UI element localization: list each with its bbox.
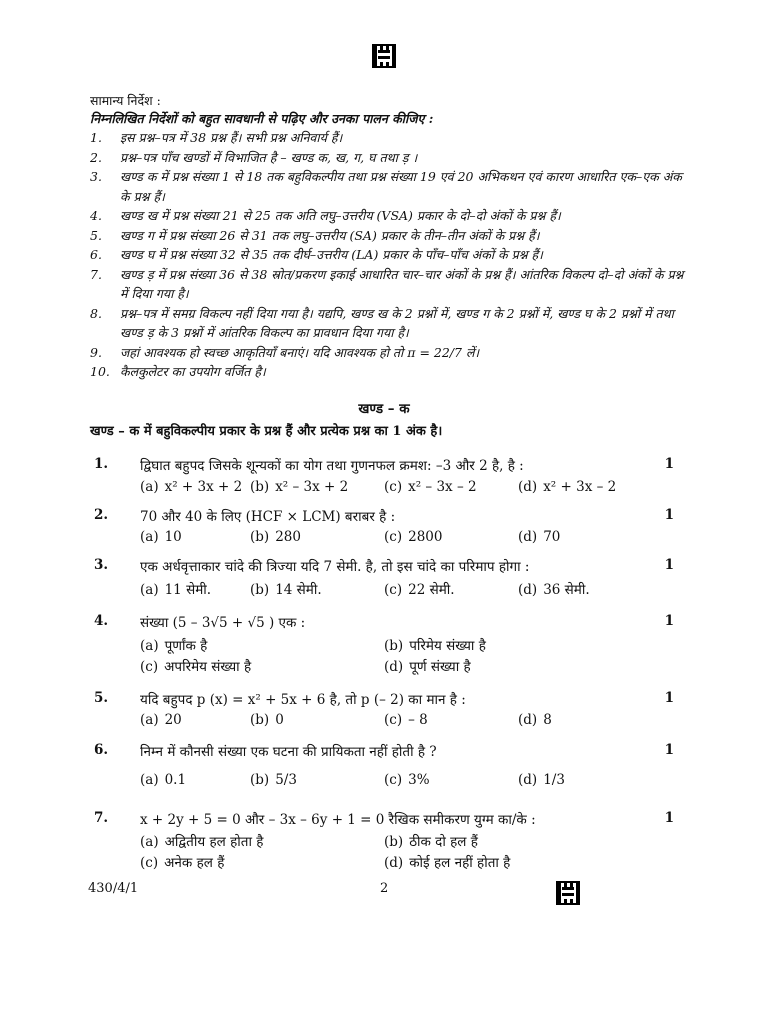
option-label: (d) bbox=[518, 582, 538, 598]
option-label: (c) bbox=[384, 712, 403, 728]
instruction-number: 7. bbox=[90, 266, 102, 282]
option-label: (c) bbox=[384, 582, 403, 598]
instruction-text: खण्ड क में प्रश्न संख्या 1 से 18 तक बहुविकल्पीय तथा प्रश्न संख्या 19 एवं 20 अभिकथन एवं कारण आधारित एक–एक अंक के प्रश्न हैं। bbox=[120, 169, 682, 204]
instruction-text: इस प्रश्न–पत्र में 38 प्रश्न हैं। सभी प्रश्न अनिवार्य हैं। bbox=[120, 130, 343, 145]
question-text: द्विघात बहुपद जिसके शून्यकों का योग तथा गुणनफल क्रमश: –3 और 2 है, है : bbox=[140, 458, 524, 474]
option-d bbox=[518, 772, 565, 788]
option-b bbox=[384, 636, 486, 654]
question-text: निम्न में कौनसी संख्या एक घटना की प्रायिकता नहीं होती है ? bbox=[140, 744, 437, 760]
option-text: पूर्ण संख्या है bbox=[409, 659, 471, 675]
option-label: (b) bbox=[250, 582, 270, 598]
question-number: 4. bbox=[94, 613, 109, 629]
question-number: 5. bbox=[94, 690, 109, 706]
question-marks: 1 bbox=[664, 557, 674, 573]
question-marks: 1 bbox=[664, 456, 674, 472]
option-b bbox=[250, 712, 284, 728]
instruction-number: 10. bbox=[90, 364, 110, 379]
option-label: (b) bbox=[384, 834, 404, 850]
option-label: (b) bbox=[250, 479, 270, 495]
instruction-number: 2. bbox=[90, 149, 102, 165]
instruction-item bbox=[90, 362, 690, 382]
question-6 bbox=[90, 742, 690, 797]
question-number: 6. bbox=[94, 742, 109, 758]
option-text: 0.1 bbox=[164, 772, 187, 788]
question-marks: 1 bbox=[664, 690, 674, 706]
option-label: (d) bbox=[518, 772, 538, 788]
instruction-number: 6. bbox=[90, 247, 102, 262]
option-text: – 8 bbox=[408, 712, 428, 728]
option-label: (d) bbox=[518, 529, 538, 545]
instruction-item bbox=[90, 128, 690, 148]
option-label: (b) bbox=[384, 638, 404, 654]
option-text: 70 bbox=[543, 529, 561, 545]
option-d bbox=[518, 529, 560, 545]
paper-code: 430/4/1 bbox=[88, 881, 139, 896]
question-text: एक अर्धवृत्ताकार चांदे की त्रिज्या यदि 7 सेमी. है, तो इस चांदे का परिमाप होगा : bbox=[140, 559, 530, 575]
instruction-item bbox=[90, 206, 690, 226]
instruction-number: 9. bbox=[90, 344, 102, 360]
question-text: यदि बहुपद p (x) = x² + 5x + 6 है, तो p (– 2) का मान है : bbox=[140, 692, 466, 708]
question-3 bbox=[90, 557, 690, 597]
option-text: 20 bbox=[164, 712, 182, 728]
option-a bbox=[140, 580, 211, 598]
section-note: खण्ड – क में बहुविकल्पीय प्रकार के प्रश्न हैं और प्रत्येक प्रश्न का 1 अंक है। bbox=[90, 424, 443, 439]
option-d bbox=[518, 479, 616, 495]
instruction-item bbox=[90, 265, 690, 304]
option-a bbox=[140, 772, 186, 788]
instruction-text: प्रश्न–पत्र पाँच खण्डों में विभाजित है – खण्ड क, ख, ग, घ तथा ड़ । bbox=[120, 149, 418, 165]
question-marks: 1 bbox=[664, 742, 674, 758]
instruction-text: प्रश्न–पत्र में समग्र विकल्प नहीं दिया गया है। यद्यपि, खण्ड ख के 2 प्रश्नों में, खण्ड ग के 2 प्रश्नों में, खण्ड घ के 2 प्रश्नों में तथा खण्ड ड़ के 3 प्रश्नों में आंतरिक विकल्प का प्रावधान दिया गया है। bbox=[120, 305, 674, 340]
option-b bbox=[250, 580, 322, 598]
option-c bbox=[384, 479, 477, 495]
instruction-item bbox=[90, 226, 690, 246]
instruction-text: खण्ड ड़ में प्रश्न संख्या 36 से 38 स्रोत/प्रकरण इकाई आधारित चार–चार अंकों के प्रश्न हैं। आंतरिक विकल्प दो–दो अंकों के प्रश्न में दिया गया है। bbox=[120, 266, 684, 301]
instruction-number: 8. bbox=[90, 305, 102, 321]
instruction-item bbox=[90, 167, 690, 206]
option-label: (c) bbox=[140, 855, 159, 871]
question-number: 2. bbox=[94, 507, 109, 523]
question-number: 7. bbox=[94, 810, 109, 826]
question-1 bbox=[90, 456, 690, 496]
instruction-text: खण्ड ग में प्रश्न संख्या 26 से 31 तक लघु–उत्तरीय (SA) प्रकार के तीन–तीन अंकों के प्रश्न हैं। bbox=[120, 227, 540, 243]
option-text: 36 सेमी. bbox=[543, 582, 590, 598]
option-text: x² + 3x – 2 bbox=[543, 479, 617, 495]
option-text: 5/3 bbox=[275, 772, 297, 788]
instruction-number: 1. bbox=[90, 130, 102, 145]
option-label: (a) bbox=[140, 638, 159, 654]
option-label: (a) bbox=[140, 582, 159, 598]
option-label: (d) bbox=[518, 712, 538, 728]
option-d bbox=[518, 712, 552, 728]
instruction-number: 3. bbox=[90, 169, 102, 184]
question-marks: 1 bbox=[664, 507, 674, 523]
question-text: संख्या (5 – 3√5 + √5 ) एक : bbox=[140, 615, 306, 631]
option-label: (b) bbox=[250, 712, 270, 728]
instruction-text: कैलकुलेटर का उपयोग वर्जित है। bbox=[120, 364, 266, 379]
option-text: कोई हल नहीं होता है bbox=[409, 855, 511, 871]
option-text: अनेक हल हैं bbox=[164, 855, 225, 871]
question-marks: 1 bbox=[664, 810, 674, 826]
option-label: (d) bbox=[518, 479, 538, 495]
option-text: 0 bbox=[275, 712, 284, 728]
option-a bbox=[140, 832, 263, 850]
question-7 bbox=[90, 810, 690, 872]
option-label: (d) bbox=[384, 855, 404, 871]
instruction-item bbox=[90, 304, 690, 343]
option-c bbox=[140, 853, 224, 871]
question-marks: 1 bbox=[664, 613, 674, 629]
question-number: 3. bbox=[94, 557, 109, 573]
qr-code-top bbox=[372, 44, 396, 68]
option-c bbox=[384, 712, 428, 728]
instruction-item bbox=[90, 148, 690, 168]
option-text: अद्वितीय हल होता है bbox=[164, 834, 264, 850]
option-label: (c) bbox=[384, 772, 403, 788]
option-label: (b) bbox=[250, 772, 270, 788]
option-label: (b) bbox=[250, 529, 270, 545]
option-text: x² – 3x + 2 bbox=[275, 479, 349, 495]
section-heading: खण्ड – क bbox=[358, 401, 410, 417]
option-label: (a) bbox=[140, 479, 159, 495]
option-text: x² + 3x + 2 bbox=[164, 479, 243, 495]
option-label: (a) bbox=[140, 712, 159, 728]
option-label: (a) bbox=[140, 834, 159, 850]
instruction-text: खण्ड घ में प्रश्न संख्या 32 से 35 तक दीर्घ–उत्तरीय (LA) प्रकार के पाँच–पाँच अंकों के प्रश्न हैं। bbox=[120, 247, 543, 262]
option-c bbox=[384, 529, 442, 545]
option-text: 2800 bbox=[408, 529, 443, 545]
option-text: 14 सेमी. bbox=[275, 582, 322, 598]
option-label: (a) bbox=[140, 529, 159, 545]
option-text: परिमेय संख्या है bbox=[409, 638, 486, 654]
option-c bbox=[140, 657, 251, 675]
option-text: 8 bbox=[543, 712, 552, 728]
option-text: 22 सेमी. bbox=[408, 582, 455, 598]
page-number: 2 bbox=[380, 881, 389, 896]
instruction-number: 5. bbox=[90, 227, 102, 243]
question-text: 70 और 40 के लिए (HCF × LCM) बराबर है : bbox=[140, 509, 396, 525]
instruction-item bbox=[90, 343, 690, 363]
option-text: 1/3 bbox=[543, 772, 565, 788]
question-number: 1. bbox=[94, 456, 109, 472]
option-text: ठीक दो हल हैं bbox=[409, 834, 478, 850]
option-c bbox=[384, 580, 455, 598]
option-d bbox=[384, 853, 510, 871]
option-text: 3% bbox=[408, 772, 430, 788]
option-label: (c) bbox=[140, 659, 159, 675]
option-b bbox=[250, 529, 301, 545]
instruction-number: 4. bbox=[90, 208, 102, 223]
instruction-text: जहां आवश्यक हो स्वच्छ आकृतियाँ बनाएं। यदि आवश्यक हो तो π = 22/7 लें। bbox=[120, 344, 480, 360]
option-c bbox=[384, 772, 430, 788]
option-b bbox=[250, 479, 348, 495]
option-label: (c) bbox=[384, 529, 403, 545]
option-a bbox=[140, 529, 182, 545]
instructions-subtitle: निम्नलिखित निर्देशों को बहुत सावधानी से पढ़िए और उनका पालन कीजिए : bbox=[90, 111, 434, 126]
option-text: 10 bbox=[164, 529, 182, 545]
option-text: 11 सेमी. bbox=[164, 582, 212, 598]
option-text: अपरिमेय संख्या है bbox=[164, 659, 252, 675]
instructions-title: सामान्य निर्देश : bbox=[90, 93, 161, 108]
question-text: x + 2y + 5 = 0 और – 3x – 6y + 1 = 0 रैखिक समीकरण युग्म का/के : bbox=[140, 812, 536, 828]
instruction-text: खण्ड ख में प्रश्न संख्या 21 से 25 तक अति लघु–उत्तरीय (VSA) प्रकार के दो–दो अंकों के प्रश्न हैं। bbox=[120, 208, 561, 223]
question-5 bbox=[90, 690, 690, 730]
option-b bbox=[384, 832, 478, 850]
option-text: पूर्णांक है bbox=[164, 638, 208, 654]
general-instructions bbox=[90, 92, 690, 382]
option-b bbox=[250, 772, 297, 788]
qr-code-bottom bbox=[556, 881, 580, 905]
option-text: x² – 3x – 2 bbox=[408, 479, 477, 495]
option-label: (a) bbox=[140, 772, 159, 788]
option-label: (d) bbox=[384, 659, 404, 675]
instructions-list bbox=[90, 128, 690, 382]
option-label: (c) bbox=[384, 479, 403, 495]
option-a bbox=[140, 712, 182, 728]
option-text: 280 bbox=[275, 529, 301, 545]
question-4 bbox=[90, 613, 690, 675]
option-d bbox=[384, 657, 471, 675]
instruction-item bbox=[90, 245, 690, 265]
option-d bbox=[518, 580, 590, 598]
option-a bbox=[140, 479, 242, 495]
question-2 bbox=[90, 507, 690, 547]
option-a bbox=[140, 636, 207, 654]
